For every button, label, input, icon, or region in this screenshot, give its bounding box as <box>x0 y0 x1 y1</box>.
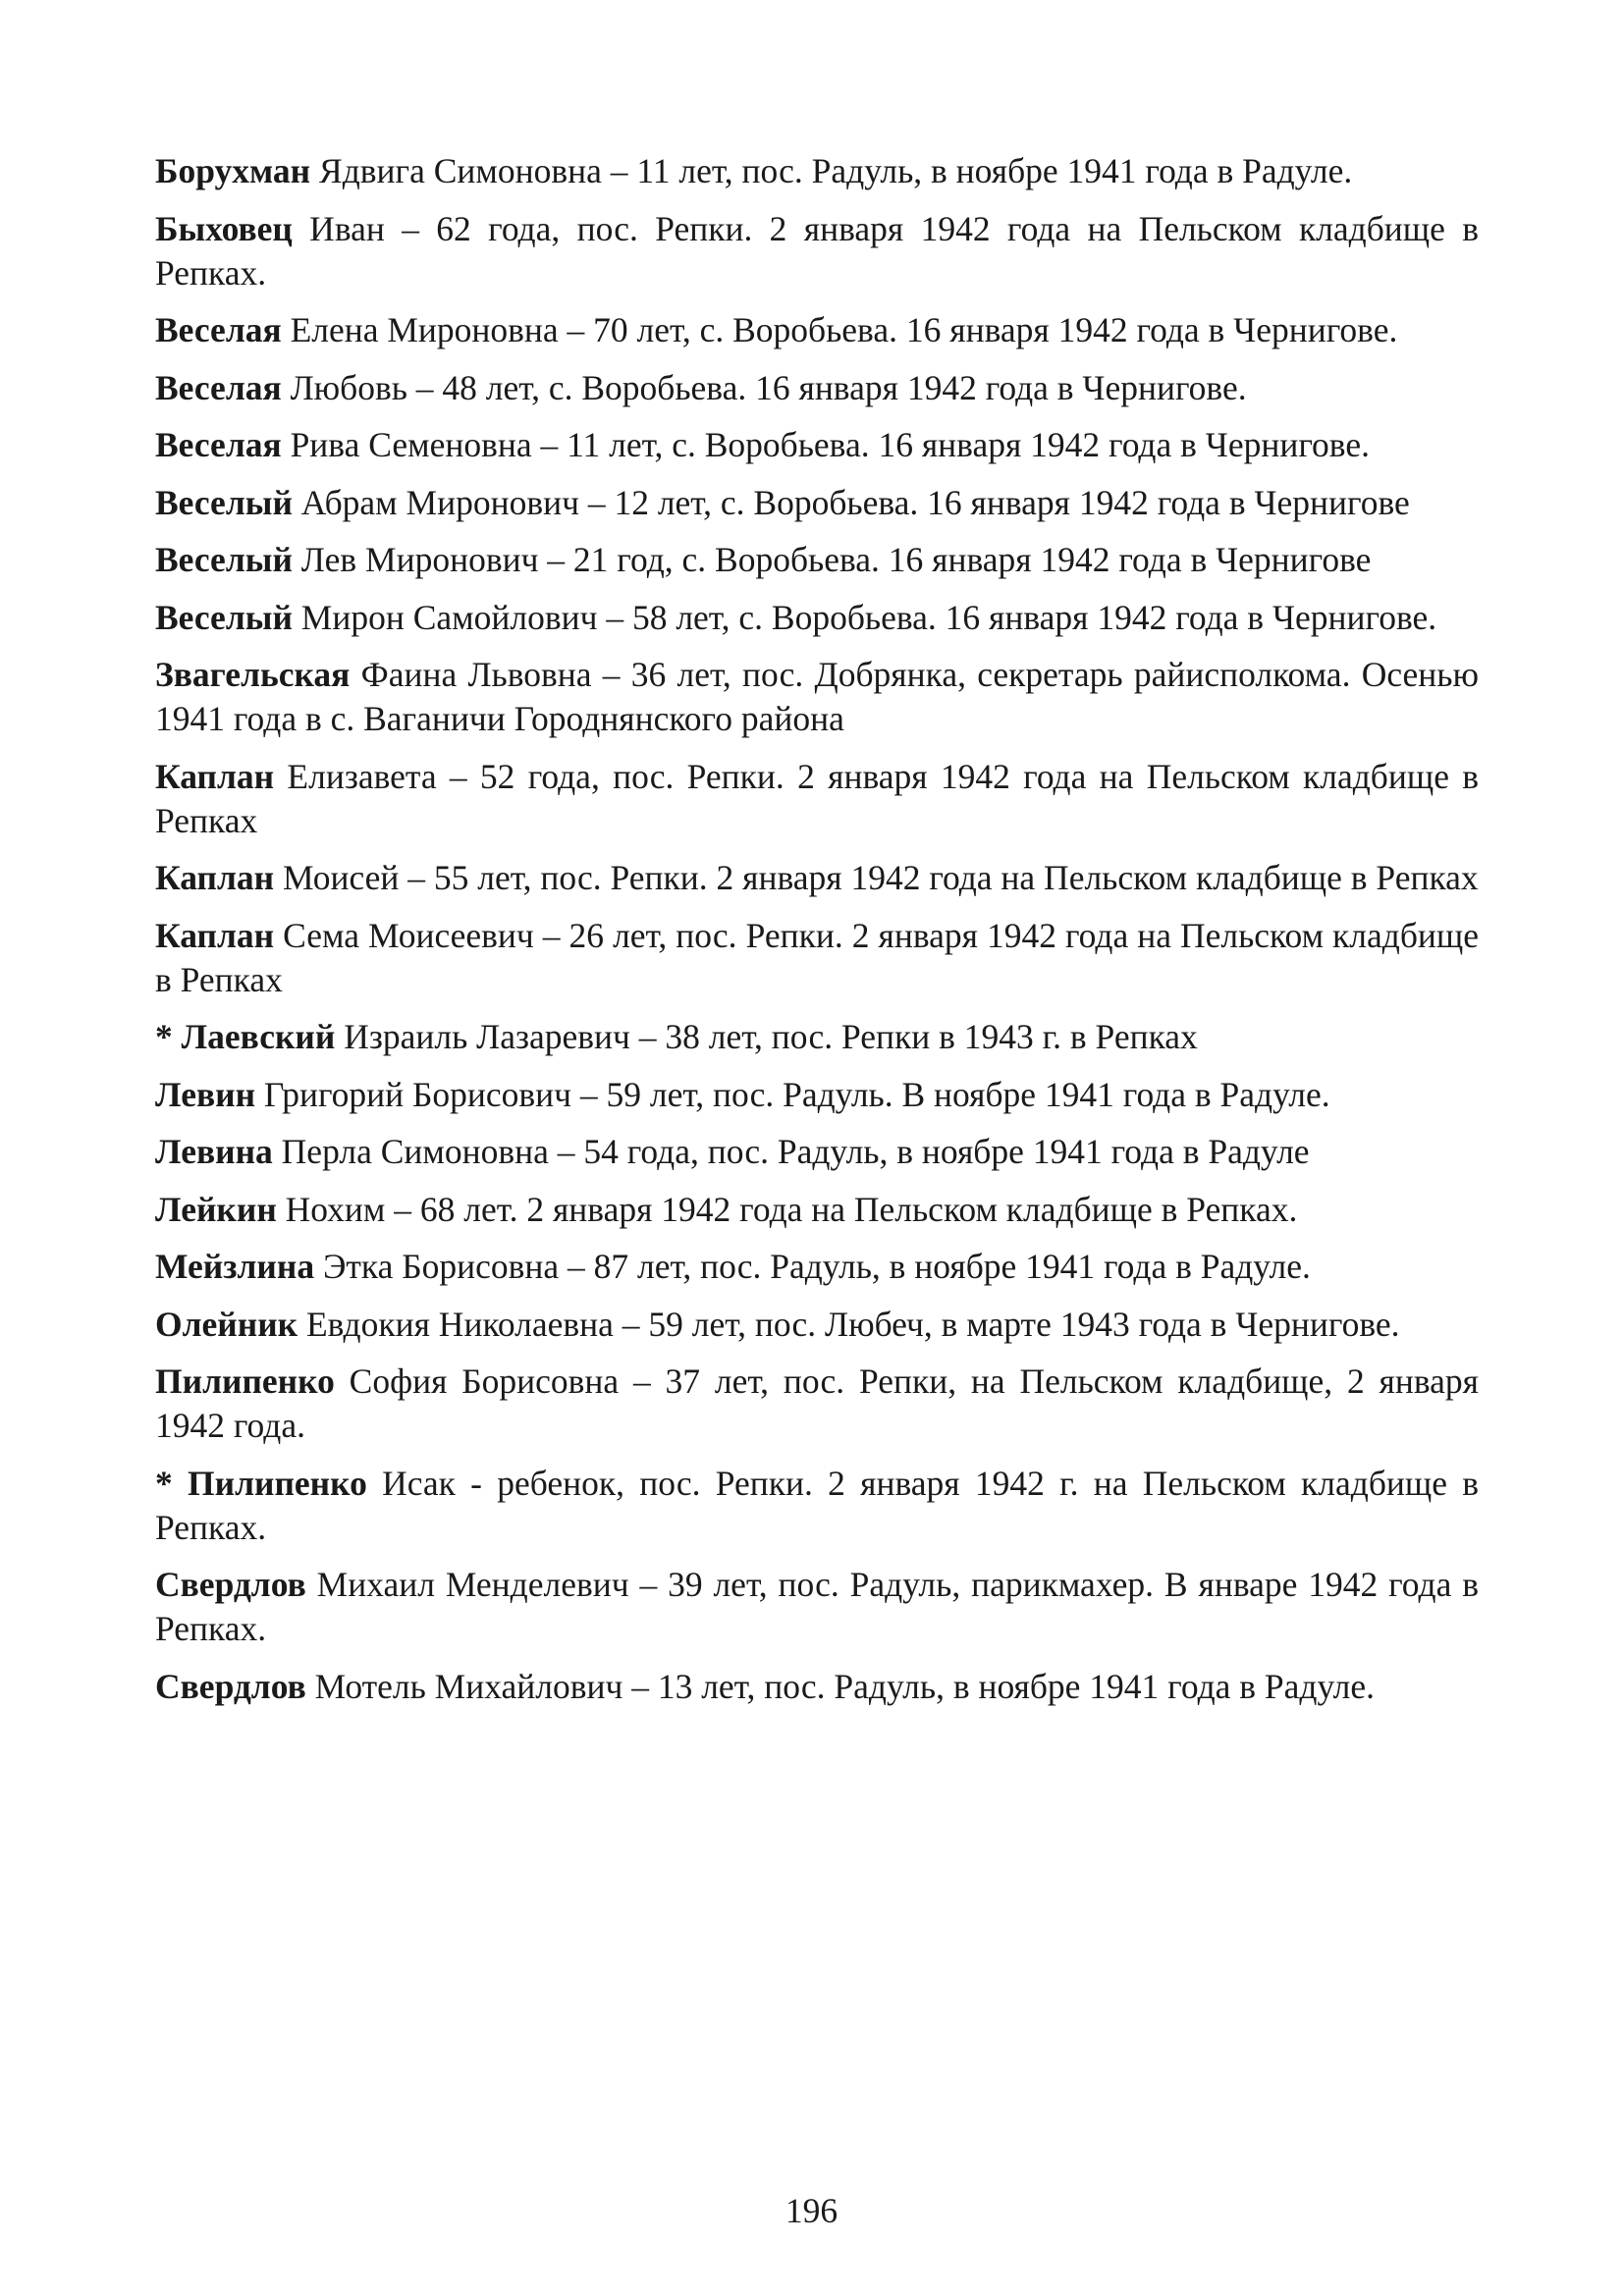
list-entry <box>155 1245 1479 1289</box>
list-entry <box>155 481 1479 525</box>
list-entry <box>155 1665 1479 1709</box>
entry-surname: * Лаевский <box>155 1017 336 1056</box>
list-entry <box>155 1188 1479 1232</box>
list-entry <box>155 856 1479 900</box>
entry-details: Мирон Самойлович – 58 лет, с. Воробьева. 16 января 1942 года в Чернигове. <box>292 597 1437 637</box>
list-entry <box>155 1015 1479 1059</box>
entry-surname: Каплан <box>155 915 275 955</box>
list-entry <box>155 596 1479 640</box>
list-entry <box>155 653 1479 741</box>
entry-surname: Лейкин <box>155 1189 277 1229</box>
entry-surname: Пилипенко <box>155 1362 335 1401</box>
entry-surname: * Пилипенко <box>155 1463 367 1503</box>
page-number: 196 <box>784 2191 839 2230</box>
list-entry <box>155 308 1479 352</box>
entry-details: Михаил Менделевич – 39 лет, пос. Радуль, парикмахер. В январе 1942 года в Репках. <box>155 1565 1479 1648</box>
entry-details: Елизавета – 52 года, пос. Репки. 2 января 1942 года на Пельском кладбище в Репках <box>155 756 1479 840</box>
entry-details: Перла Симоновна – 54 года, пос. Радуль, в ноябре 1941 года в Радуле <box>272 1132 1310 1171</box>
list-entry <box>155 1360 1479 1448</box>
entry-details: Григорий Борисович – 59 лет, пос. Радуль. В ноябре 1941 года в Радуле. <box>255 1074 1330 1114</box>
entry-surname: Веселая <box>155 310 282 349</box>
entry-surname: Свердлов <box>155 1565 306 1604</box>
entry-surname: Быховец <box>155 208 293 248</box>
list-entry <box>155 538 1479 582</box>
entry-surname: Свердлов <box>155 1666 306 1706</box>
entry-details: София Борисовна – 37 лет, пос. Репки, на Пельском кладбище, 2 января 1942 года. <box>155 1362 1479 1445</box>
list-entry <box>155 755 1479 843</box>
list-entry <box>155 1563 1479 1651</box>
entry-details: Израиль Лазаревич – 38 лет, пос. Репки в 1943 г. в Репках <box>335 1017 1198 1056</box>
list-entry <box>155 423 1479 467</box>
entry-surname: Каплан <box>155 756 275 796</box>
entry-surname: Веселый <box>155 482 293 522</box>
list-entry <box>155 207 1479 295</box>
entry-surname: Левина <box>155 1132 273 1171</box>
list-entry <box>155 149 1479 193</box>
entry-surname: Веселая <box>155 367 282 407</box>
entry-details: Сема Моисеевич – 26 лет, пос. Репки. 2 января 1942 года на Пельском кладбище в Репках <box>155 915 1479 999</box>
entry-surname: Звагельская <box>155 655 351 694</box>
list-entry <box>155 1462 1479 1550</box>
list-entry <box>155 1130 1479 1174</box>
entry-details: Елена Мироновна – 70 лет, с. Воробьева. 16 января 1942 года в Чернигове. <box>281 310 1398 349</box>
entry-details: Рива Семеновна – 11 лет, с. Воробьева. 16 января 1942 года в Чернигове. <box>281 425 1370 464</box>
entry-details: Моисей – 55 лет, пос. Репки. 2 января 1942 года на Пельском кладбище в Репках <box>274 858 1479 897</box>
entry-surname: Веселая <box>155 425 282 464</box>
entry-surname: Левин <box>155 1074 256 1114</box>
entry-details: Евдокия Николаевна – 59 лет, пос. Любеч, в марте 1943 года в Чернигове. <box>298 1304 1400 1344</box>
entry-surname: Мейзлина <box>155 1247 315 1286</box>
entry-details: Абрам Миронович – 12 лет, с. Воробьева. 16 января 1942 года в Чернигове <box>292 482 1410 522</box>
entry-details: Иван – 62 года, пос. Репки. 2 января 1942 года на Пельском кладбище в Репках. <box>155 208 1479 293</box>
entry-details: Этка Борисовна – 87 лет, пос. Радуль, в ноябре 1941 года в Радуле. <box>314 1247 1311 1286</box>
entry-surname: Олейник <box>155 1304 298 1344</box>
list-entry <box>155 1073 1479 1117</box>
entry-surname: Каплан <box>155 858 275 897</box>
list-entry <box>155 366 1479 410</box>
entry-details: Любовь – 48 лет, с. Воробьева. 16 января 1942 года в Чернигове. <box>281 367 1247 407</box>
entry-details: Мотель Михайлович – 13 лет, пос. Радуль, в ноябре 1941 года в Радуле. <box>305 1666 1376 1706</box>
list-entry <box>155 1303 1479 1347</box>
entry-details: Исак - ребенок, пос. Репки. 2 января 1942 г. на Пельском кладбище в Репках. <box>155 1463 1479 1547</box>
entry-surname: Борухман <box>155 151 311 190</box>
entry-details: Ядвига Симоновна – 11 лет, пос. Радуль, в ноябре 1941 года в Радуле. <box>310 151 1353 190</box>
entry-surname: Веселый <box>155 597 293 637</box>
entry-details: Лев Миронович – 21 год, с. Воробьева. 16 января 1942 года в Чернигове <box>292 540 1372 579</box>
entry-details: Нохим – 68 лет. 2 января 1942 года на Пельском кладбище в Репках. <box>276 1189 1298 1229</box>
entry-details: Фаина Львовна – 36 лет, пос. Добрянка, секретарь райисполкома. Осенью 1941 года в с. Ваганичи Городнянского района <box>155 655 1479 738</box>
list-entry <box>155 914 1479 1002</box>
victim-list <box>155 149 1479 1722</box>
entry-surname: Веселый <box>155 540 293 579</box>
